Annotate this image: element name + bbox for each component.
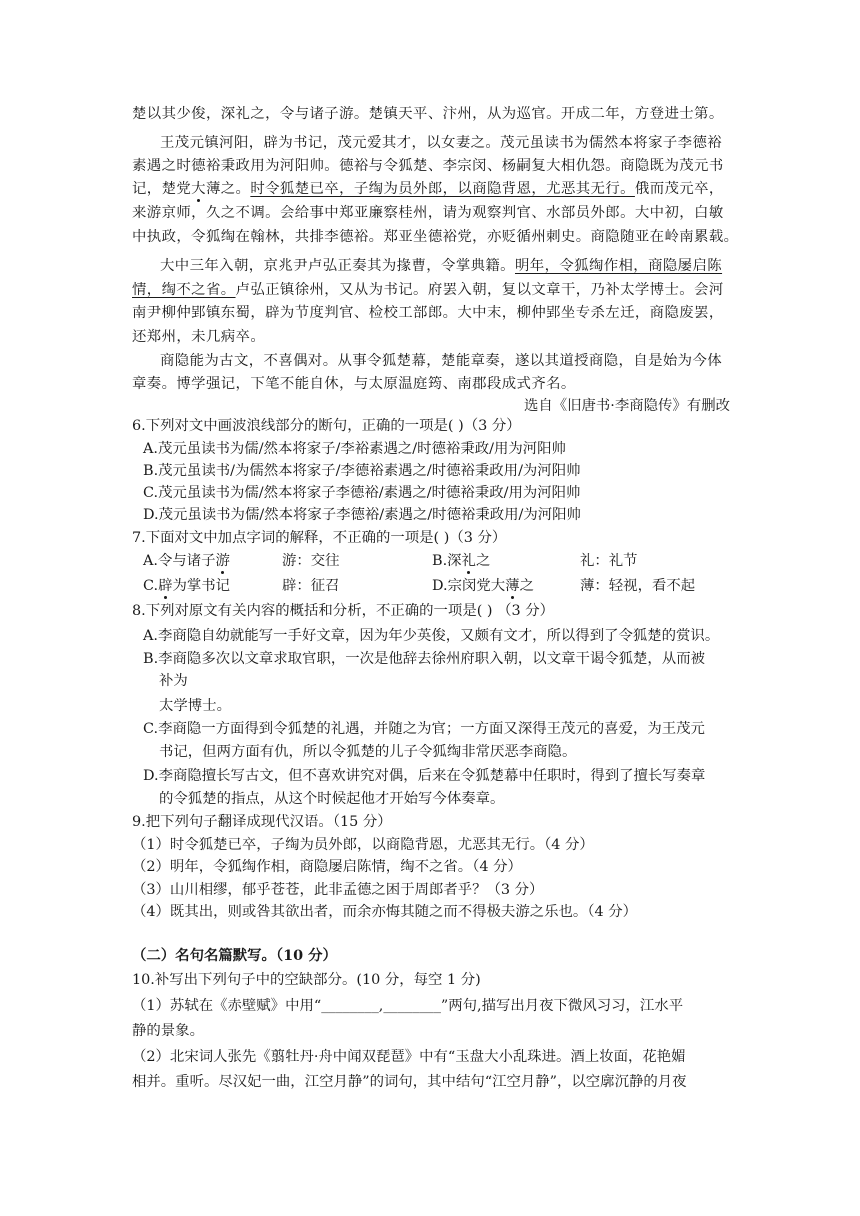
option-text: A.令与诸子 <box>143 553 216 569</box>
option-c <box>143 576 230 596</box>
option-c: C.茂元虽读书为儒/然本将家子李德裕/素遇之/时德裕秉政/用为河阳帅 <box>143 485 581 501</box>
translation-item: （4）既其出，则或咎其欲出者，而余亦悔其随之而不得极夫游之乐也。（4 分） <box>132 904 637 920</box>
passage-text: 记，楚党 <box>132 181 192 197</box>
passage-line <box>132 280 724 300</box>
question-stem: 6.下列对文中画波浪线部分的断句，正确的一项是( )（3 分） <box>132 418 521 434</box>
dotted-char: 礼 <box>461 553 476 569</box>
option-text: D.宗闵党大 <box>432 578 506 594</box>
option-a <box>143 551 230 571</box>
passage-line: 王茂元镇河阳，辟为书记，茂元爱其才，以女妻之。茂元虽读书为儒然本将家子李德裕 <box>160 135 723 151</box>
translation-item: （1）时令狐楚已卒，子绹为员外郎，以商隐背恩，尤恶其无行。（4 分） <box>132 837 594 853</box>
passage-line: 章奏。博学强记，下笔不能自休，与太原温庭筠、南郡段成式齐名。 <box>132 376 576 392</box>
dotted-char: 薄 <box>505 578 520 594</box>
option-b-cont: 补为 <box>159 673 188 689</box>
option-text: C. <box>143 578 159 594</box>
option-a: A.茂元虽读书为儒/然本将家子/李裕素遇之/时德裕秉政/用为河阳帅 <box>143 441 566 457</box>
option-text: 之 <box>475 553 491 569</box>
question-stem: 10.补写出下列句子中的空缺部分。(10 分，每空 1 分) <box>132 972 481 988</box>
option-c: C.李商隐一方面得到令狐楚的礼遇，并随之为官；一方面又深得王茂元的喜爱，为王茂元 <box>143 721 705 737</box>
option-text: B.深 <box>432 553 462 569</box>
fill-blank-item: （2）北宋词人张先《翦牡丹·舟中闻双琵琶》中有“玉盘大小乱珠进。酒上妆面，花艳媚 <box>132 1049 686 1065</box>
option-d-cont: 的令狐楚的指点，从这个时候起他才开始写今体奏章。 <box>159 791 505 807</box>
option-d: D.李商隐擅长写古文，但不喜欢讲究对偶，后来在令狐楚幕中任职时，得到了擅长写奏章 <box>143 768 706 784</box>
fill-blank-item-cont: 相并。重听。尽汉妃一曲，江空月静”的词句，其中结句“江空月静”，以空廓沉静的月夜 <box>132 1074 687 1090</box>
passage-line: 素遇之时德裕秉政用为河阳帅。德裕与令狐楚、李宗闵、杨嗣复大相仇怨。商隐既为茂元书 <box>132 158 724 174</box>
passage-line: 南尹柳仲郢镇东蜀，辟为节度判官、检校工部郎。大中末，柳仲郢坐专杀左迁，商隐废罢， <box>132 305 724 321</box>
option-text: 为掌书记 <box>172 578 231 594</box>
dotted-char: 大 <box>191 181 206 197</box>
question-stem: 7.下面对文中加点字词的解释，不正确的一项是( )（3 分） <box>132 530 507 546</box>
dotted-char: 辟 <box>158 578 173 594</box>
option-d <box>432 576 534 596</box>
passage-line <box>132 179 724 199</box>
translation-item: （2）明年，令狐绹作相，商隐屡启陈情，绹不之省。（4 分） <box>132 859 522 875</box>
passage-line: 楚以其少俊，深礼之，令与诸子游。楚镇天平、汴州，从为巡官。开成二年，方登进士第。 <box>132 106 724 122</box>
passage-line: 还郑州，未几病卒。 <box>132 329 266 345</box>
dotted-char: 游 <box>215 553 230 569</box>
option-b-cont: 太学博士。 <box>159 698 231 714</box>
passage-text: 俄而茂元卒， <box>634 181 724 197</box>
passage-line: 中执政，令狐绹在翰林，共排李德裕。郑亚坐德裕党，亦贬循州刺史。商隐随亚在岭南累载。 <box>132 229 739 245</box>
fill-blank-item-cont: 静的景象。 <box>132 1023 204 1039</box>
option-d-explanation: 薄：轻视，看不起 <box>580 578 696 594</box>
option-b: B.李商隐多次以文章求取官职，一次是他辞去徐州府职入朝，以文章干谒令狐楚，从而被 <box>143 651 705 667</box>
passage-line: 商隐能为古文，不喜偶对。从事令狐楚幕，楚能章奏，遂以其道授商隐，自是始为今体 <box>160 353 723 369</box>
option-c-explanation: 辟：征召 <box>282 578 340 594</box>
translation-item: （3）山川相缪，郁乎苍苍，此非孟德之困于周郎者乎？（3 分） <box>132 882 544 898</box>
underlined-sentence: 情，绹不之省。 <box>132 282 236 298</box>
fill-blank-item: （1）苏轼在《赤壁赋》中用“________,________”两句,描写出月夜下微风习习，江水平 <box>132 998 684 1014</box>
underlined-sentence: 时令狐楚已卒，子绹为员外郎，以商隐背恩，尤恶其无行。 <box>250 181 635 197</box>
underlined-sentence: 明年，令狐绹作相，商隐屡启陈 <box>514 258 723 274</box>
option-a: A.李商隐自幼就能写一手好文章，因为年少英俊，又颇有文才，所以得到了令狐楚的赏识。 <box>143 628 720 644</box>
passage-text: 大中三年入朝，京兆尹卢弘正奏其为掾曹，令掌典籍。 <box>160 258 515 274</box>
passage-text: 薄之。 <box>205 181 251 197</box>
option-d: D.茂元虽读书为儒/然本将家子李德裕/素遇之/时德裕秉政用/为河阳帅 <box>143 507 581 523</box>
section-heading: （二）名句名篇默写。（10 分） <box>132 947 337 964</box>
option-b-explanation: 礼：礼节 <box>580 553 638 569</box>
passage-line <box>160 256 722 276</box>
option-a-explanation: 游：交往 <box>282 553 340 569</box>
question-stem: 9.把下列句子翻译成现代汉语。（15 分） <box>132 814 392 830</box>
question-stem: 8.下列对原文有关内容的概括和分析，不正确的一项是( ) （3 分） <box>132 603 554 619</box>
option-text: 之 <box>519 578 534 594</box>
passage-text: 卢弘正镇徐州，又从为书记。府罢入朝，复以文章干，乃补太学博士。会河 <box>235 282 724 298</box>
option-b <box>432 551 490 571</box>
option-c-cont: 书记，但两方面有仇，所以令狐楚的儿子令狐绹非常厌恶李商隐。 <box>159 744 577 760</box>
source-note: 选自《旧唐书·李商隐传》有删改 <box>523 398 730 414</box>
passage-line: 来游京师，久之不调。会给事中郑亚廉察桂州，请为观察判官、水部员外郎。大中初，白敏 <box>132 205 724 221</box>
option-b: B.茂元虽读书/为儒然本将家子/李德裕素遇之/时德裕秉政用/为河阳帅 <box>143 463 581 479</box>
